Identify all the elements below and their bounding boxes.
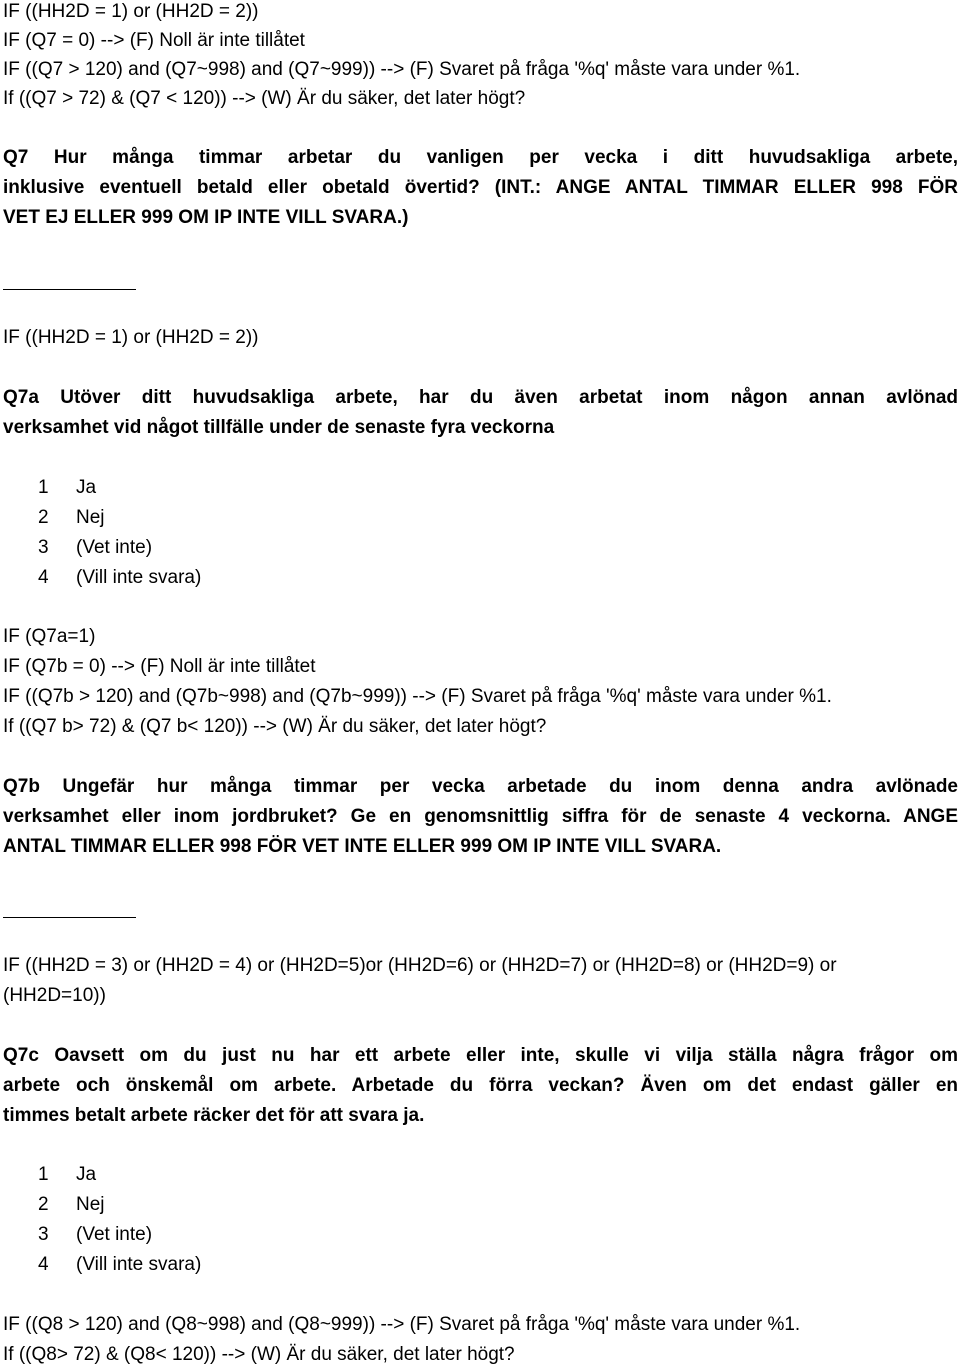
condition-line: If ((Q7 b> 72) & (Q7 b< 120)) --> (W) Är du säker, det later högt? <box>3 716 547 737</box>
condition-line: IF ((Q8 > 120) and (Q8~998) and (Q8~999)) --> (F) Svaret på fråga '%q' måste vara under %1. <box>3 1314 801 1335</box>
question-line: Q7 Hur många timmar arbetar du vanligen per vecka i ditt huvudsakliga arbete, <box>3 147 958 168</box>
option-number: 3 <box>38 537 49 558</box>
answer-blank[interactable] <box>3 917 136 918</box>
question-q7c <box>3 1041 958 1131</box>
answer-option[interactable] <box>38 503 105 533</box>
condition-line: IF ((HH2D = 3) or (HH2D = 4) or (HH2D=5)or (HH2D=6) or (HH2D=7) or (HH2D=8) or (HH2D=9) or <box>3 955 837 976</box>
question-line: VET EJ ELLER 999 OM IP INTE VILL SVARA.) <box>3 207 409 228</box>
condition-line: IF (Q7b = 0) --> (F) Noll är inte tillåtet <box>3 656 316 677</box>
question-q7 <box>3 143 958 233</box>
question-line: arbete och önskemål om arbete. Arbetade du förra veckan? Även om det endast gäller en <box>3 1075 958 1096</box>
condition-line: IF ((HH2D = 1) or (HH2D = 2)) <box>3 327 259 348</box>
question-q7b <box>3 772 958 862</box>
condition-line: If ((Q7 > 72) & (Q7 < 120)) --> (W) Är du säker, det later högt? <box>3 88 526 109</box>
option-label: Ja <box>76 477 97 498</box>
option-number: 3 <box>38 1224 49 1245</box>
condition-line: If ((Q8> 72) & (Q8< 120)) --> (W) Är du säker, det later högt? <box>3 1344 515 1365</box>
option-label: Nej <box>76 1194 105 1215</box>
question-line: Q7c Oavsett om du just nu har ett arbete eller inte, skulle vi vilja ställa några frågor om <box>3 1045 958 1066</box>
option-label: Nej <box>76 507 105 528</box>
option-number: 4 <box>38 1254 49 1275</box>
option-label: Ja <box>76 1164 97 1185</box>
answer-option[interactable] <box>38 563 201 593</box>
option-number: 1 <box>38 477 49 498</box>
condition-line: IF (Q7 = 0) --> (F) Noll är inte tillåtet <box>3 30 305 51</box>
answer-option[interactable] <box>38 1250 201 1280</box>
condition-line: IF ((HH2D = 1) or (HH2D = 2)) <box>3 1 259 22</box>
option-number: 2 <box>38 507 49 528</box>
option-number: 4 <box>38 567 49 588</box>
condition-line: IF ((Q7 > 120) and (Q7~998) and (Q7~999)) --> (F) Svaret på fråga '%q' måste vara under %1. <box>3 59 801 80</box>
option-label: (Vill inte svara) <box>76 567 202 588</box>
condition-line: (HH2D=10)) <box>3 985 106 1006</box>
option-label: (Vet inte) <box>76 537 153 558</box>
option-label: (Vill inte svara) <box>76 1254 202 1275</box>
answer-option[interactable] <box>38 1190 105 1220</box>
option-number: 2 <box>38 1194 49 1215</box>
answer-blank[interactable] <box>3 289 136 290</box>
question-q7a <box>3 383 958 443</box>
question-line: verksamhet vid något tillfälle under de senaste fyra veckorna <box>3 417 555 438</box>
answer-option[interactable] <box>38 1160 96 1190</box>
option-number: 1 <box>38 1164 49 1185</box>
question-line: Q7a Utöver ditt huvudsakliga arbete, har du även arbetat inom någon annan avlönad <box>3 387 958 408</box>
answer-option[interactable] <box>38 533 152 563</box>
answer-option[interactable] <box>38 1220 152 1250</box>
question-line: inklusive eventuell betald eller obetald övertid? (INT.: ANGE ANTAL TIMMAR ELLER 998 FÖR <box>3 177 958 198</box>
condition-line: IF ((Q7b > 120) and (Q7b~998) and (Q7b~999)) --> (F) Svaret på fråga '%q' måste vara under %1. <box>3 686 832 707</box>
question-line: verksamhet eller inom jordbruket? Ge en genomsnittlig siffra för de senaste 4 veckorna. ANGE <box>3 806 958 827</box>
question-line: ANTAL TIMMAR ELLER 998 FÖR VET INTE ELLER 999 OM IP INTE VILL SVARA. <box>3 836 722 857</box>
question-line: timmes betalt arbete räcker det för att svara ja. <box>3 1105 425 1126</box>
option-label: (Vet inte) <box>76 1224 153 1245</box>
answer-option[interactable] <box>38 473 96 503</box>
condition-line: IF (Q7a=1) <box>3 626 96 647</box>
question-line: Q7b Ungefär hur många timmar per vecka arbetade du inom denna andra avlönade <box>3 776 958 797</box>
